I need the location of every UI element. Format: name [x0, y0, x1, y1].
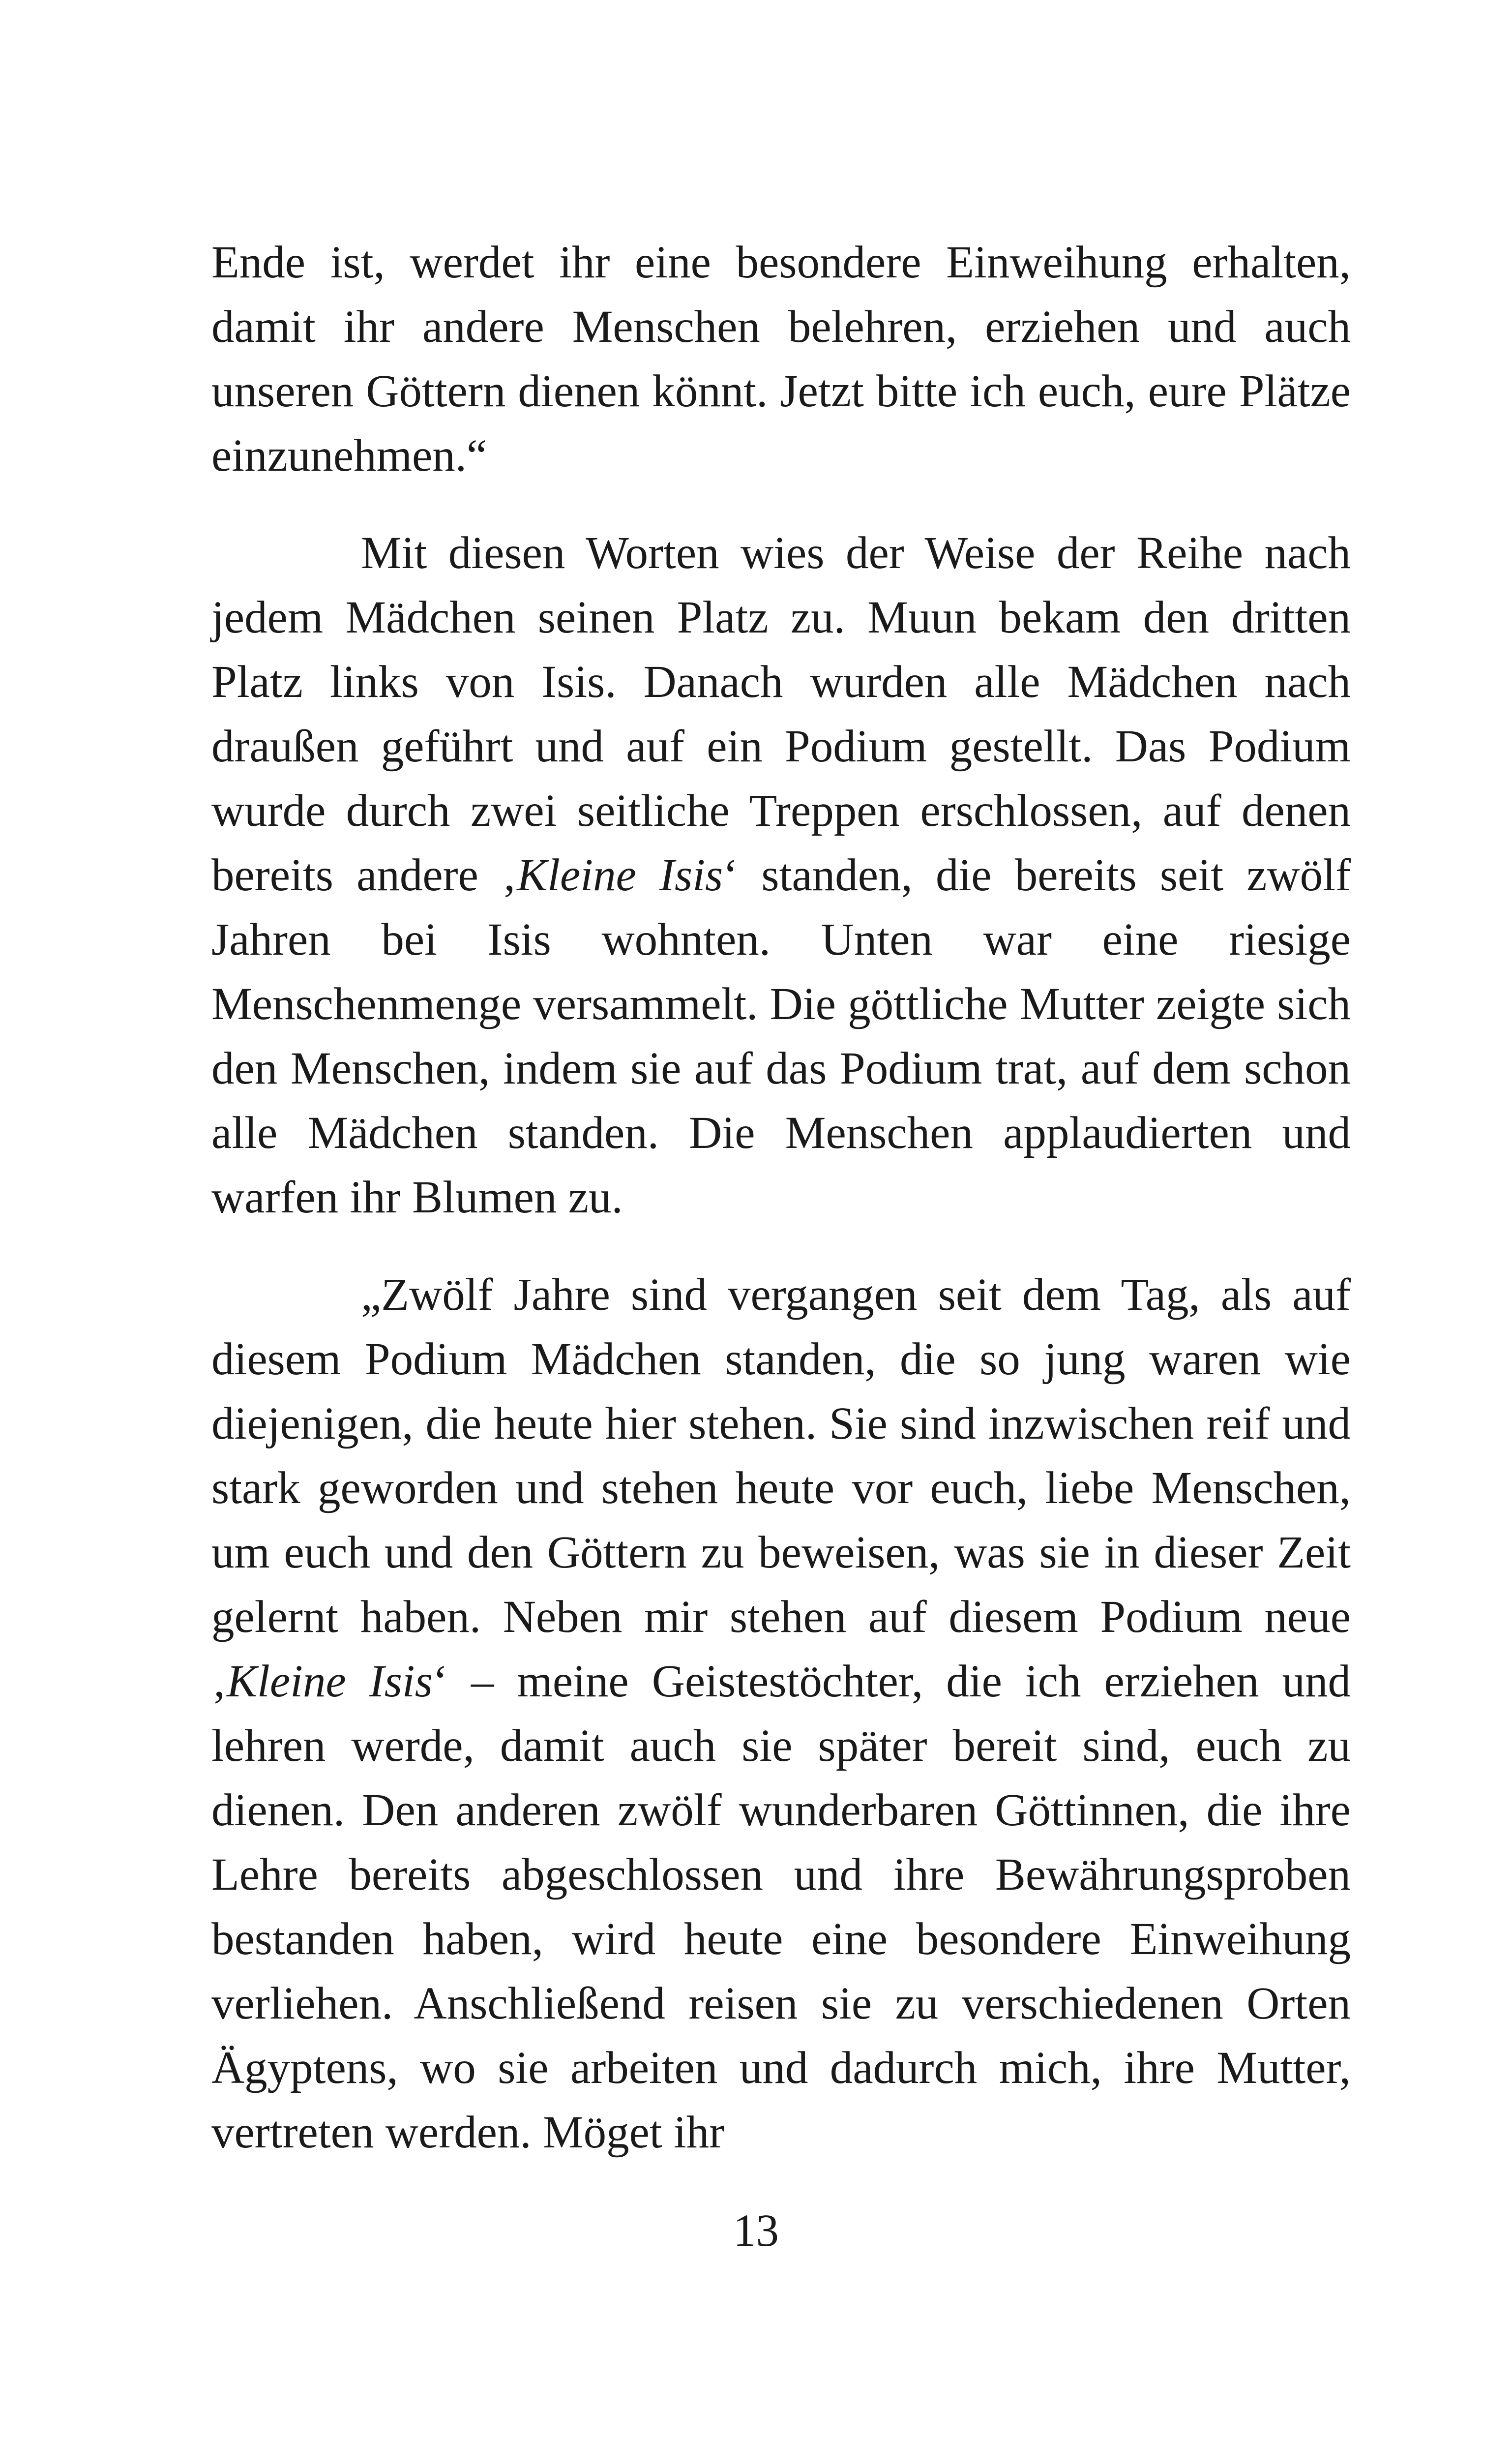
paragraph-1-text: Ende ist, werdet ihr eine besondere Einweihung erhalten, damit ihr andere Menschen belehren, erziehen und auch unseren Göttern dienen könnt. Jetzt bitte ich euch, eure Plätze einzunehmen.“ — [211, 237, 1351, 481]
paragraph-3-text-a: „Zwölf Jahre sind vergangen seit dem Tag, als auf diesem Podium Mädchen standen, die so jung waren wie diejenigen, die heute hier stehen. Sie sind inzwischen reif und stark geworden und stehen heute vor euch, liebe Menschen, um euch und den Göttern zu beweisen, was sie in dieser Zeit gelernt haben. Neben mir stehen auf diesem Podium neue ‚ — [211, 1269, 1351, 1707]
paragraph-3 — [211, 1263, 1351, 2165]
paragraph-3-text-b: ‘ – meine Geistestöchter, die ich erziehen und lehren werde, damit auch sie später bereit sind, euch zu dienen. Den anderen zwölf wunderbaren Göttinnen, die ihre Lehre bereits abgeschlossen und ihre Bewährungsproben bestanden haben, wird heute eine besondere Einweihung verliehen. Anschließend reisen sie zu verschiedenen Orten Ägyptens, wo sie arbeiten und dadurch mich, ihre Mutter, vertreten werden. Möget ihr — [211, 1656, 1351, 2158]
paragraph-1 — [211, 230, 1351, 488]
page-number: 13 — [733, 2205, 779, 2256]
paragraph-2-text-a: Mit diesen Worten wies der Weise der Reihe nach jedem Mädchen seinen Platz zu. Muun bekam den dritten Platz links von Isis. Danach wurden alle Mädchen nach draußen geführt und auf ein Podium gestellt. Das Podium wurde durch zwei seitliche Treppen erschlossen, auf denen bereits andere ‚ — [211, 528, 1351, 901]
paragraph-2-italic-kleine-isis: Kleine Isis — [517, 850, 723, 901]
paragraph-3-italic-kleine-isis: Kleine Isis — [226, 1656, 433, 1707]
paragraph-2 — [211, 521, 1351, 1230]
paragraph-2-text-b: ‘ standen, die bereits seit zwölf Jahren bei Isis wohnten. Unten war eine riesige Menschenmenge versammelt. Die göttliche Mutter zeigte sich den Menschen, indem sie auf das Podium trat, auf dem schon alle Mädchen standen. Die Menschen applaudierten und warfen ihr Blumen zu. — [211, 850, 1351, 1223]
body-text — [211, 230, 1351, 2165]
